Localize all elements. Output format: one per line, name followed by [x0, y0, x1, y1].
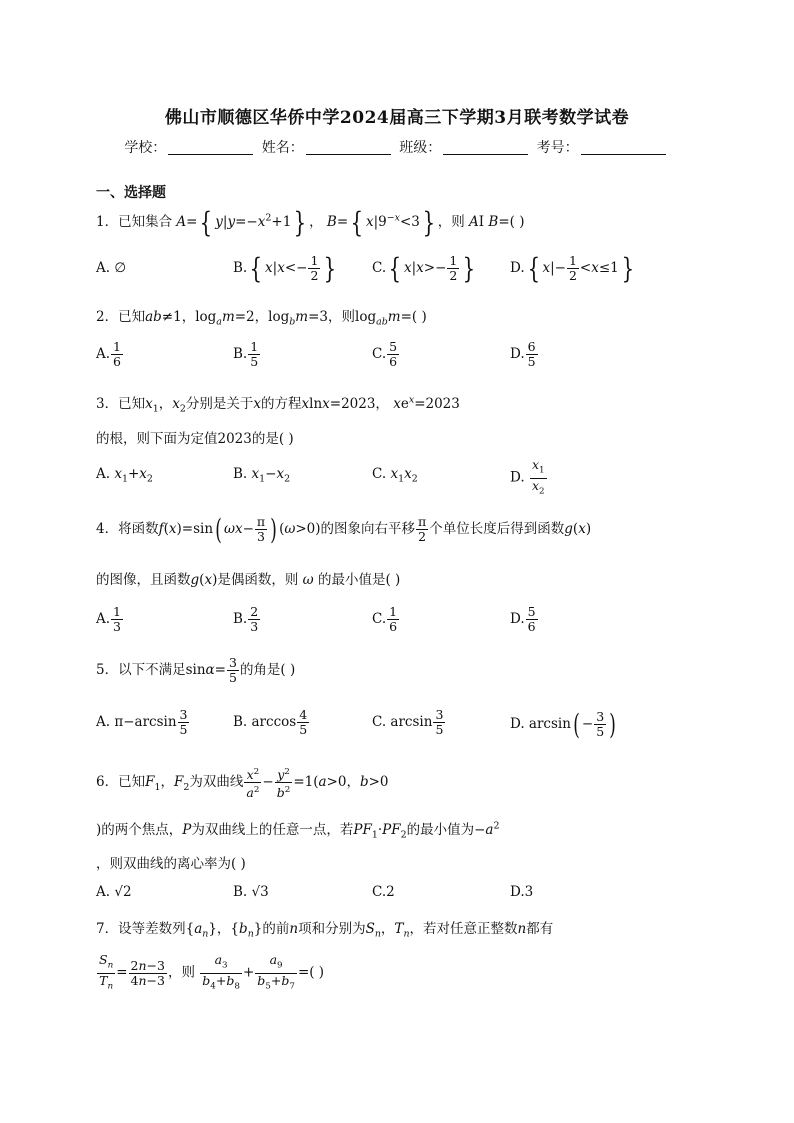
q1-option-c: C.{ x|x>− $\frac{1}{2}$ } — [372, 252, 476, 285]
question-5: 5．以下不满足sinα= $\frac{3}{5}$ 的角是( ) — [96, 655, 296, 685]
q1-option-d: D.{ x|− $\frac{1}{2}$ <x≤1} — [510, 252, 634, 285]
section-title: 一、选择题 — [96, 185, 166, 201]
id-label: 考号： — [536, 140, 579, 156]
q1-stem: 1．已知集合 — [96, 214, 173, 230]
q2-option-b: B. $\frac{1}{5}$ — [233, 339, 259, 369]
q2-option-d: D. $\frac{6}{5}$ — [510, 339, 536, 369]
question-3: 3．已知$x_1$，$x_2$分别是关于x的方程xlnx=2023， $xe^x=2023$ — [96, 394, 460, 415]
q3-option-d: D. $\frac{x_1}{x_2}$ — [510, 457, 545, 496]
q5-option-a: A. π−arcsin $\frac{3}{5}$ — [96, 707, 188, 737]
class-blank — [443, 140, 528, 155]
q1-end: ，则 — [437, 214, 465, 230]
question-4: 4．将函数f(x)=sin( ωx− $\frac{\pi}{3}$ ) (ω>0)的图象向右平移 $\frac{\pi}{2}$ 个单位长度后得到函数g(x) — [96, 513, 592, 546]
q4-option-a: A. $\frac{1}{3}$ — [96, 604, 121, 634]
q4-option-d: D. $\frac{5}{6}$ — [510, 604, 536, 634]
school-blank — [168, 140, 253, 155]
q5-option-b: B. arccos $\frac{4}{5}$ — [233, 707, 308, 737]
question-4-line2: 的图像，且函数g(x)是偶函数，则 ω 的最小值是( ) — [96, 572, 401, 588]
q3-option-c: C. $x_1x_2$ — [372, 466, 418, 485]
q3-option-b: B. $x_1-x_2$ — [233, 466, 291, 485]
q6-option-a: A. √2 — [96, 884, 132, 900]
q5-option-c: C. arcsin $\frac{3}{5}$ — [372, 707, 444, 737]
question-6-line3: ，则双曲线的离心率为( ) — [96, 856, 246, 872]
q2-option-c: C. $\frac{5}{6}$ — [372, 339, 398, 369]
q4-option-b: B. $\frac{2}{3}$ — [233, 604, 259, 634]
class-label: 班级： — [399, 140, 442, 156]
question-1: 1．已知集合 A={ $y|y=-x^2+1$} ， B={ $x|9^{-x}<3$} ，则 AI B=( ) — [96, 206, 525, 239]
question-7-line2: $\frac{S_n}{T_n}$ = $\frac{2n-3}{4n-3}$ ，则 $\frac{a_3}{b_4+b_8}$ + $\frac{a_9}{b_5+b_7}$ =( ) — [99, 952, 325, 991]
q4-option-c: C. $\frac{1}{6}$ — [372, 604, 398, 634]
name-label: 姓名： — [261, 140, 304, 156]
exam-title: 佛山市顺德区华侨中学2024届高三下学期3月联考数学试卷 — [164, 108, 630, 128]
q3-option-a: A. $x_1+x_2$ — [96, 466, 153, 485]
question-3-line2: 的根，则下面为定值2023的是( ) — [96, 431, 294, 447]
q1-paren: ( ) — [509, 214, 525, 230]
id-blank — [581, 140, 666, 155]
q6-option-d: D.3 — [510, 884, 534, 900]
question-6: 6．已知$F_1$，$F_2$为双曲线 $\frac{x^2}{a^2}$ − $\frac{y^2}{b^2}$ =1(a>0，b>0 — [96, 767, 389, 801]
question-6-line2: )的两个焦点，P为双曲线上的任意一点，若$PF_1\cdot PF_2$的最小值为$-a^2$ — [96, 820, 500, 841]
q6-option-b: B. √3 — [233, 884, 269, 900]
school-label: 学校： — [124, 140, 167, 156]
question-2: 2．已知ab≠1，$\log_am=2$，$\log_bm=3$，则$\log_{ab}m=$( ) — [96, 309, 427, 328]
q1-option-a: A. ∅ — [96, 260, 127, 276]
q5-option-d: D. arcsin( − $\frac{3}{5}$ ) — [510, 708, 616, 741]
q1-option-b: B.{ x|x<− $\frac{1}{2}$ } — [233, 252, 337, 285]
q6-option-c: C.2 — [372, 884, 395, 900]
exam-info-line — [0, 137, 794, 157]
q2-option-a: A. $\frac{1}{6}$ — [96, 339, 121, 369]
question-7: 7．设等差数列$\{a_n\}$，$\{b_n\}$的前n项和分别为$S_n$，$T_n$，若对任意正整数n都有 — [96, 921, 554, 940]
name-blank — [306, 140, 391, 155]
